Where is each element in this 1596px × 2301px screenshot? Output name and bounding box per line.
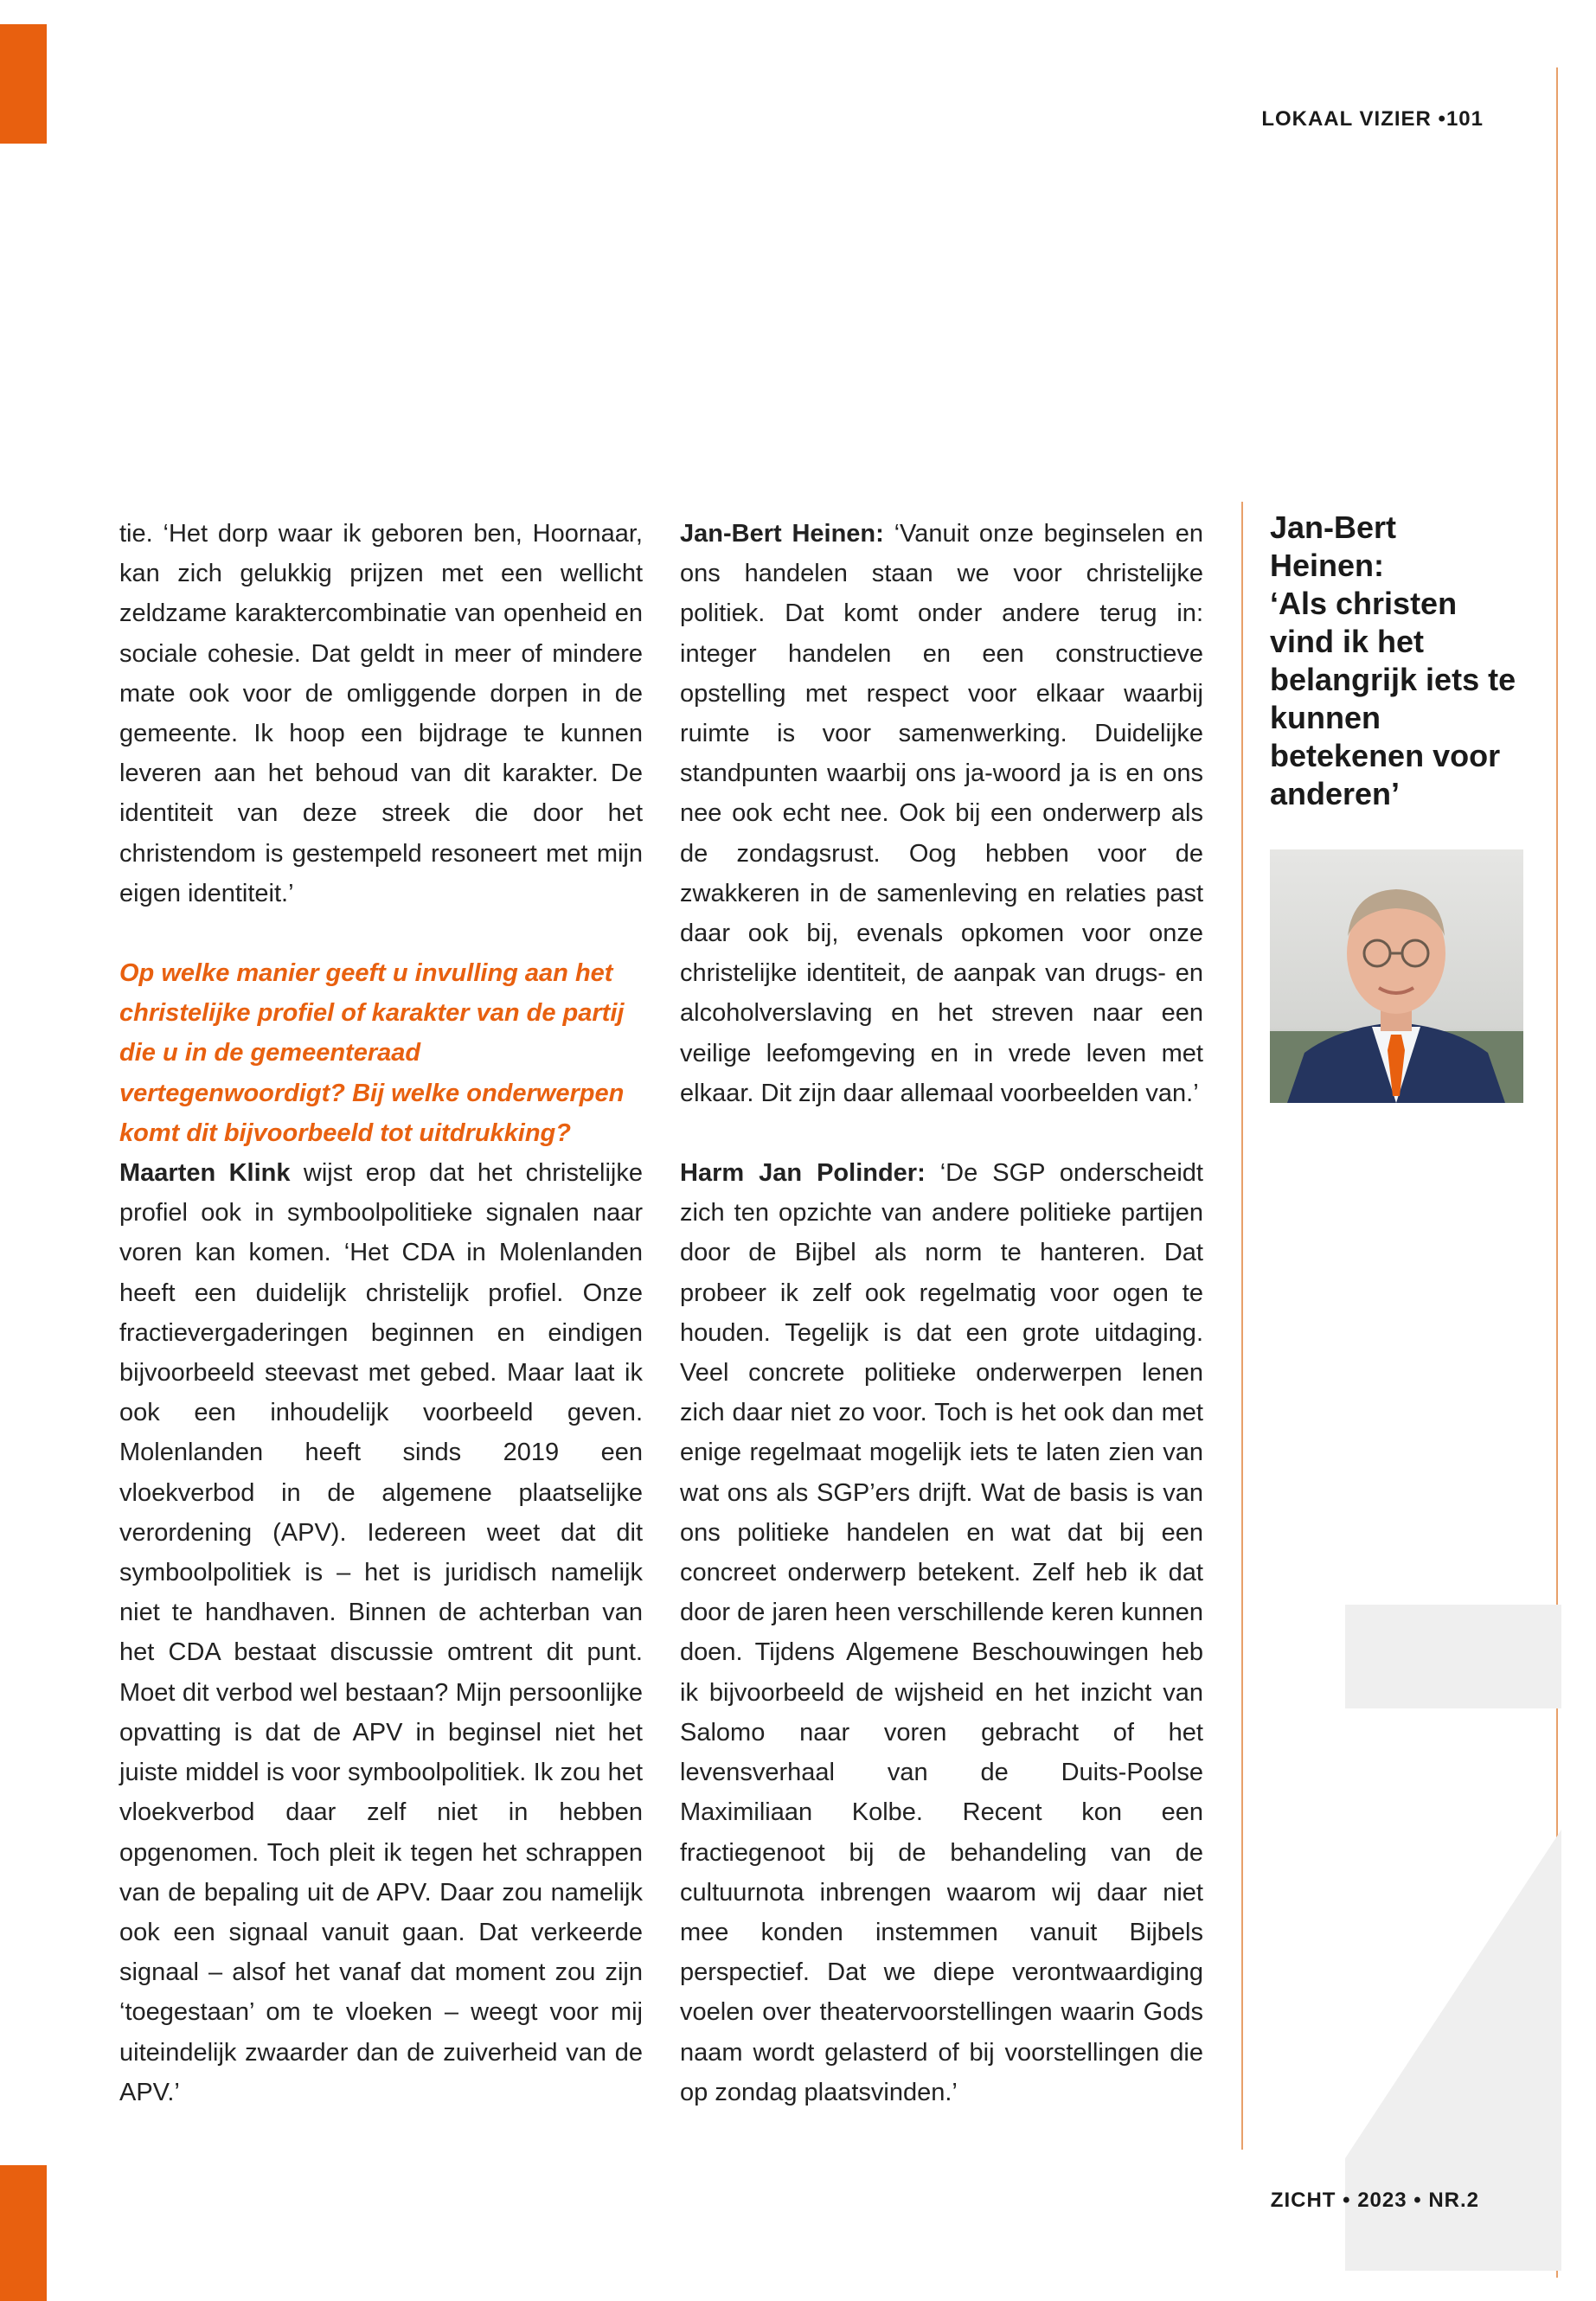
running-footer: ZICHT • 2023 • NR.2 <box>1270 2189 1479 2212</box>
pull-quote-name: Jan-Bert Heinen: <box>1270 510 1397 583</box>
running-header: LOKAAL VIZIER •101 <box>1261 107 1484 131</box>
watermark-letter-z <box>1345 1605 1561 2271</box>
pull-quote-box <box>1270 509 1529 813</box>
paragraph-text: ‘De SGP onderscheidt zich ten opzichte van andere politieke partijen door de Bijbel als norm te hanteren. Dat probeer ik zelf ook regelmatig voor ogen te houden. Tegelijk is dat een grote uitdaging. Veel concrete politieke onderwerpen lenen zich daar niet zo voor. Toch is het ook dan met enige regelmaat mogelijk iets te laten zien van wat ons als SGP’ers drijft. Wat de basis is van ons politieke handelen en wat dat bij een concreet onderwerp betekent. Zelf heb ik dat door de jaren heen verschillende keren kunnen doen. Tijdens Algemene Beschouwingen heb ik bijvoorbeeld de wijsheid en het inzicht van Salomo naar voren gebracht of het levensverhaal van de Duits-Poolse Maximiliaan Kolbe. Recent kon een fractiegenoot bij de behandeling van de cultuurnota inbrengen waarom wij daar niet mee konden instemmen vanuit Bijbels perspectief. Dat we diepe verontwaardiging voelen over theatervoorstellingen waarin Gods naam wordt gelasterd of bij voorstellingen die op zondag plaatsvinden.’ <box>680 1159 1203 2106</box>
interview-question: Op welke manier geeft u invulling aan het christelijke profiel of karakter van de partij die u in de gemeenteraad vertegenwoordigt? Bij welke onderwerpen komt dit bijvoorbeeld tot uitdrukking? <box>119 959 625 1147</box>
paragraph: tie. ‘Het dorp waar ik geboren ben, Hoornaar, kan zich gelukkig prijzen met een wellicht zeldzame karaktercombinatie van openheid en sociale cohesie. Dat geldt in meer of mindere mate ook voor de omliggende dorpen in de gemeente. Ik hoop een bijdrage te kunnen leveren aan het behoud van dit karakter. De identiteit van deze streek die door het christendom is gestempeld resoneert met mijn eigen identiteit.’ <box>119 520 643 907</box>
accent-bar-bottom <box>0 2165 47 2301</box>
portrait-photo <box>1270 849 1523 1103</box>
paragraph <box>119 1153 643 2112</box>
speaker-name: Maarten Klink <box>119 1159 291 1188</box>
sidebar-rule <box>1241 502 1243 2150</box>
paragraph-text: wijst erop dat het christelijke profiel ook in symboolpolitieke signalen naar voren kan komen. ‘Het CDA in Molenlanden heeft een duidelijk christelijk profiel. Onze fractievergaderingen beginnen en eindigen bijvoorbeeld steevast met gebed. Maar laat ik ook een inhoudelijk voorbeeld geven. Molenlanden heeft sinds 2019 een vloekverbod in de algemene plaatselijke verordening (APV). Iedereen weet dat dit symboolpolitiek is – het is juridisch namelijk niet te handhaven. Binnen de achterban van het CDA bestaat discussie omtrent dit punt. Moet dit verbod wel bestaan? Mijn persoonlijke opvatting is dat de APV in beginsel niet het juiste middel is voor symboolpolitiek. Ik zou het vloekverbod daar zelf niet in hebben opgenomen. Toch pleit ik tegen het schrappen van de bepaling uit de APV. Daar zou namelijk ook een signaal vanuit gaan. Dat verkeerde signaal – alsof het vanaf dat moment zou zijn ‘toegestaan’ om te vloeken – weegt voor mij uiteindelijk zwaarder dan de zuiverheid van de APV.’ <box>119 1159 643 2106</box>
pull-quote-text: ‘Als christen vind ik het belangrijk iets te kunnen betekenen voor anderen’ <box>1270 586 1516 811</box>
speaker-name: Harm Jan Polinder: <box>680 1159 926 1188</box>
portrait-illustration <box>1270 849 1523 1103</box>
speaker-name: Jan-Bert Heinen: <box>680 520 884 548</box>
text-column-left <box>119 514 643 2112</box>
paragraph <box>680 514 1203 1113</box>
paragraph-text: ‘Vanuit onze beginselen en ons handelen staan we voor christelijke politiek. Dat komt onder andere terug in: integer handelen en een constructieve opstelling met respect voor elkaar waarbij ruimte is voor samenwerking. Duidelijke standpunten waarbij ons ja-woord ja is en ons nee ook echt nee. Ook bij een onderwerp als de zondagsrust. Oog hebben voor de zwakkeren in de samenleving en relaties past daar ook bij, evenals opkomen voor onze christelijke identiteit, de aanpak van drugs- en alcoholverslaving en het streven naar een veilige leefomgeving en in vrede leven met elkaar. Dit zijn daar allemaal voorbeelden van.’ <box>680 520 1203 1107</box>
paragraph <box>680 1153 1203 2112</box>
accent-bar-top <box>0 24 47 144</box>
text-column-middle <box>680 514 1203 2112</box>
